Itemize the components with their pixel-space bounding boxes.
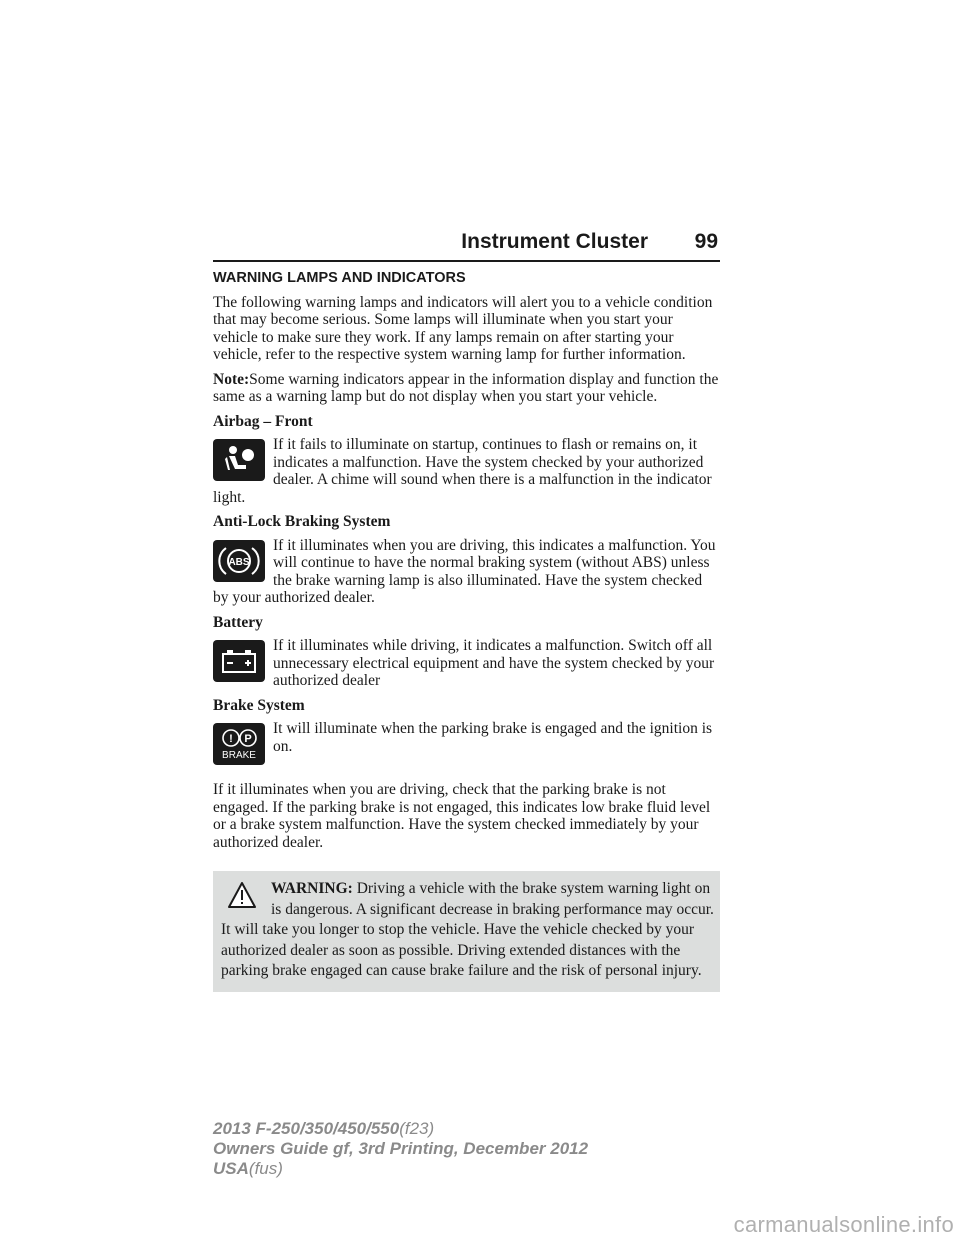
watermark-text: carmanualsonline.info — [733, 1212, 954, 1237]
page-content — [213, 270, 720, 992]
section-heading: WARNING LAMPS AND INDICATORS — [213, 270, 466, 286]
battery-heading: Battery — [213, 613, 263, 631]
battery-item — [213, 637, 720, 690]
airbag-description: If it fails to illuminate on startup, continues to flash or remains on, it indicates a malfunction. Have the system checked by your authorized dealer. A chime will sound when there is a malfunction in the indicator light. — [213, 436, 712, 506]
warning-label: WARNING: — [271, 880, 353, 897]
footer-line-3 — [213, 1159, 588, 1179]
brake-heading: Brake System — [213, 696, 305, 714]
warning-triangle-icon — [227, 881, 257, 909]
footer-market: USA — [213, 1159, 249, 1178]
footer-model-code: (f23) — [399, 1119, 435, 1138]
warning-box — [213, 871, 720, 992]
footer-line-1 — [213, 1119, 588, 1139]
abs-icon-label: ABS — [228, 556, 250, 568]
brake-item — [213, 720, 720, 767]
brake-description: It will illuminate when the parking brake is engaged and the ignition is on. — [273, 720, 713, 755]
svg-text:!: ! — [229, 733, 233, 745]
battery-icon — [213, 640, 265, 682]
abs-heading: Anti-Lock Braking System — [213, 513, 391, 530]
airbag-icon — [213, 439, 265, 481]
footer-line-2: Owners Guide gf, 3rd Printing, December 2012 — [213, 1139, 589, 1158]
intro-paragraph: The following warning lamps and indicators will alert you to a vehicle condition that may become serious. Some lamps will illuminate when you start your vehicle to make sure they work. If any lamps remain on after starting your vehicle, refer to the respective system warning lamp for further information. — [213, 293, 713, 363]
footer — [213, 1119, 588, 1179]
svg-text:P: P — [244, 733, 252, 745]
footer-model: 2013 F-250/350/450/550 — [213, 1119, 400, 1138]
note-text: Some warning indicators appear in the information display and function the same as a warning lamp but do not display when you start your vehicle. — [213, 370, 719, 405]
chapter-title: Instrument Cluster — [461, 230, 648, 253]
abs-item — [213, 537, 720, 607]
note-label: Note: — [213, 370, 250, 388]
brake-icon-label: BRAKE — [222, 750, 256, 761]
note-paragraph — [213, 371, 720, 406]
abs-description: If it illuminates when you are driving, this indicates a malfunction. You will continue to have the normal braking system (without ABS) unless the brake warning lamp is also illuminated. Have the system checked by your authorized dealer. — [213, 536, 716, 606]
page-header — [213, 226, 720, 262]
page-number: 99 — [694, 230, 718, 253]
footer-market-code: (fus) — [248, 1159, 283, 1178]
abs-icon — [213, 540, 265, 582]
airbag-heading: Airbag – Front — [213, 412, 313, 430]
battery-description: If it illuminates while driving, it indicates a malfunction. Switch off all unnecessary electrical equipment and have the system checked by your authorized dealer — [273, 637, 715, 689]
warning-text: Driving a vehicle with the brake system warning light on is dangerous. A significant decrease in braking performance may occur. It will take you longer to stop the vehicle. Have the vehicle checked by your authorized dealer as soon as possible. Driving extended distances with the parking brake engaged can cause brake failure and the risk of personal injury. — [221, 880, 714, 979]
airbag-item — [213, 436, 720, 506]
brake-followup-paragraph: If it illuminates when you are driving, check that the parking brake is not engaged. If the parking brake is not engaged, this indicates low brake fluid level or a brake system malfunction. Have the system checked immediately by your authorized dealer. — [213, 781, 711, 851]
brake-icon — [213, 723, 265, 765]
